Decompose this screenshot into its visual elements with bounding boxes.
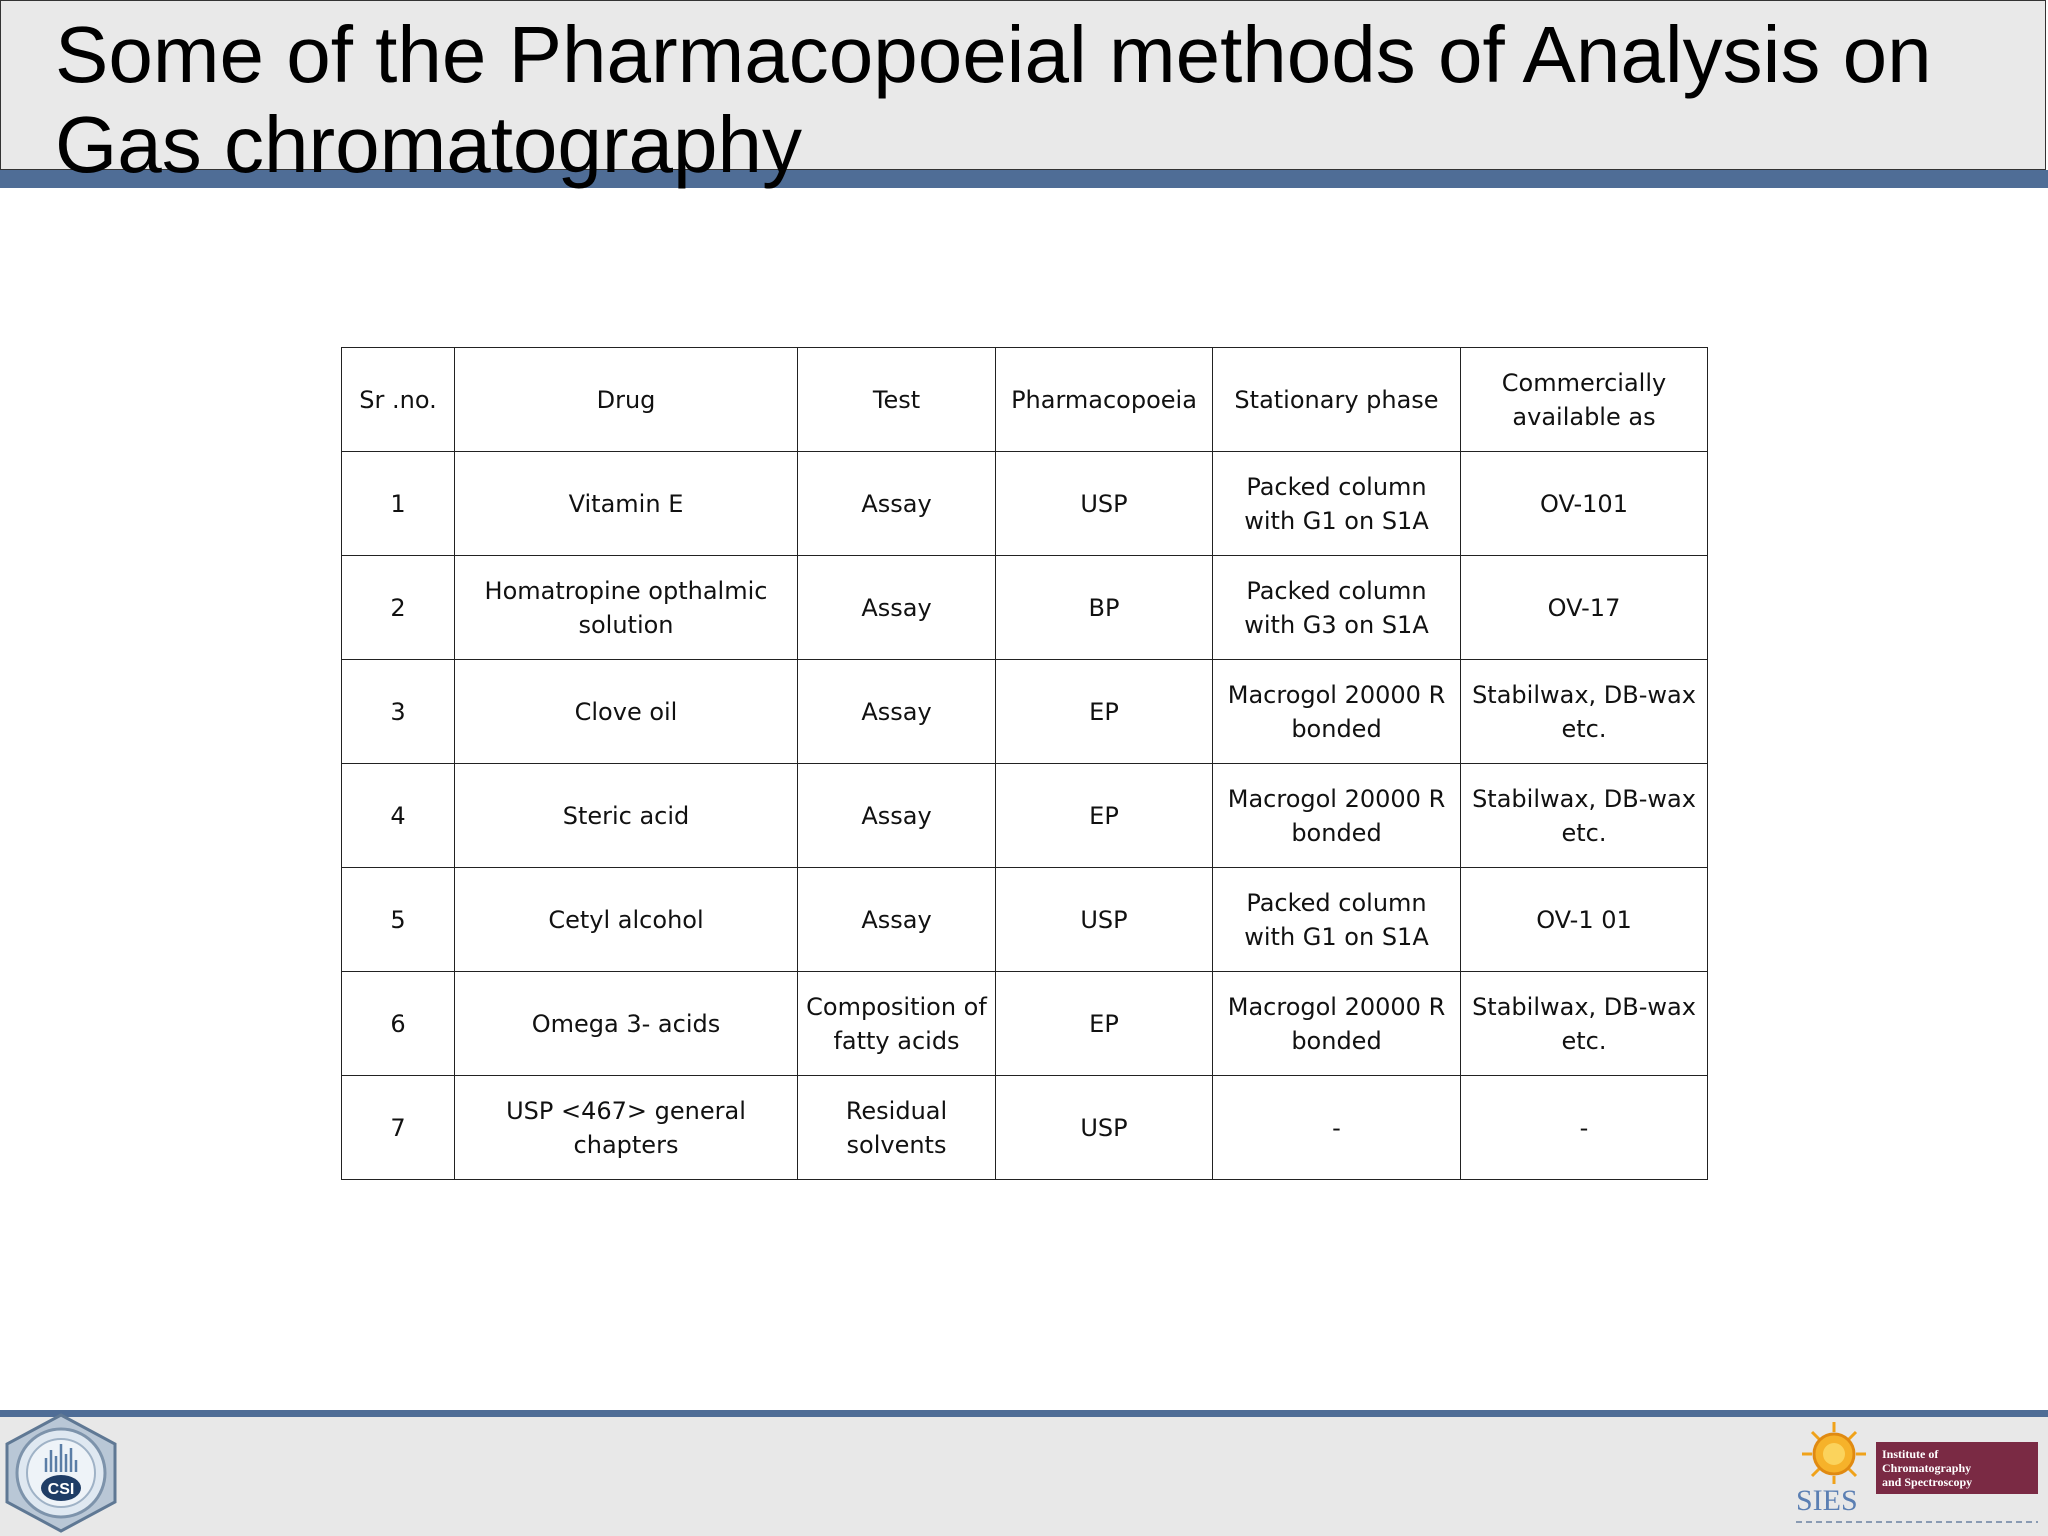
cell-sr-no: 6: [342, 972, 455, 1076]
cell-sr-no: 4: [342, 764, 455, 868]
cell-commercially-available: OV-17: [1461, 556, 1708, 660]
cell-sr-no: 5: [342, 868, 455, 972]
cell-sr-no: 3: [342, 660, 455, 764]
table-row: [342, 972, 1708, 1076]
csi-logo: [2, 1412, 120, 1534]
table-row: [342, 556, 1708, 660]
cell-stationary-phase: Macrogol 20000 R bonded: [1213, 660, 1461, 764]
cell-drug: Cetyl alcohol: [455, 868, 798, 972]
csi-seal-icon: [2, 1412, 120, 1534]
table-row: [342, 868, 1708, 972]
header-test: Test: [798, 348, 996, 452]
header-stationary-phase: Stationary phase: [1213, 348, 1461, 452]
cell-commercially-available: Stabilwax, DB-wax etc.: [1461, 660, 1708, 764]
cell-test: Assay: [798, 764, 996, 868]
table-row: [342, 452, 1708, 556]
svg-text:CSI: CSI: [47, 1481, 75, 1498]
cell-drug: Omega 3- acids: [455, 972, 798, 1076]
cell-drug: Vitamin E: [455, 452, 798, 556]
table-header-row: [342, 348, 1708, 452]
cell-stationary-phase: Macrogol 20000 R bonded: [1213, 764, 1461, 868]
cell-stationary-phase: Packed column with G1 on S1A: [1213, 452, 1461, 556]
header-sr-no: Sr .no.: [342, 348, 455, 452]
footer-rule: [0, 1410, 2048, 1417]
cell-test: Composition of fatty acids: [798, 972, 996, 1076]
slide-title: Some of the Pharmacopoeial methods of Analysis on Gas chromatography: [55, 10, 1932, 189]
cell-drug: USP <467> general chapters: [455, 1076, 798, 1180]
cell-stationary-phase: -: [1213, 1076, 1461, 1180]
cell-pharmacopoeia: EP: [996, 660, 1213, 764]
cell-test: Residual solvents: [798, 1076, 996, 1180]
svg-text:and Spectroscopy: and Spectroscopy: [1882, 1475, 1973, 1489]
table-row: [342, 1076, 1708, 1180]
sies-logo: [1792, 1418, 2042, 1532]
footer-band: [0, 1417, 2048, 1536]
svg-text:Institute of: Institute of: [1882, 1447, 1939, 1461]
cell-stationary-phase: Packed column with G3 on S1A: [1213, 556, 1461, 660]
header-pharmacopoeia: Pharmacopoeia: [996, 348, 1213, 452]
cell-sr-no: 1: [342, 452, 455, 556]
svg-text:SIES: SIES: [1796, 1484, 1858, 1517]
cell-pharmacopoeia: USP: [996, 868, 1213, 972]
cell-pharmacopoeia: EP: [996, 764, 1213, 868]
methods-table: [341, 347, 1708, 1180]
cell-sr-no: 7: [342, 1076, 455, 1180]
cell-stationary-phase: Packed column with G1 on S1A: [1213, 868, 1461, 972]
cell-pharmacopoeia: BP: [996, 556, 1213, 660]
svg-text:Chromatography: Chromatography: [1882, 1461, 1972, 1475]
cell-test: Assay: [798, 868, 996, 972]
cell-commercially-available: OV-1 01: [1461, 868, 1708, 972]
cell-pharmacopoeia: USP: [996, 1076, 1213, 1180]
cell-stationary-phase: Macrogol 20000 R bonded: [1213, 972, 1461, 1076]
cell-sr-no: 2: [342, 556, 455, 660]
cell-commercially-available: Stabilwax, DB-wax etc.: [1461, 972, 1708, 1076]
header-drug: Drug: [455, 348, 798, 452]
cell-drug: Homatropine opthalmic solution: [455, 556, 798, 660]
cell-drug: Clove oil: [455, 660, 798, 764]
cell-test: Assay: [798, 556, 996, 660]
cell-commercially-available: OV-101: [1461, 452, 1708, 556]
cell-test: Assay: [798, 452, 996, 556]
cell-pharmacopoeia: EP: [996, 972, 1213, 1076]
table-row: [342, 660, 1708, 764]
cell-commercially-available: -: [1461, 1076, 1708, 1180]
cell-drug: Steric acid: [455, 764, 798, 868]
sies-sun-emblem-icon: [1792, 1418, 2042, 1532]
cell-commercially-available: Stabilwax, DB-wax etc.: [1461, 764, 1708, 868]
cell-pharmacopoeia: USP: [996, 452, 1213, 556]
header-commercially-available: Commercially available as: [1461, 348, 1708, 452]
cell-test: Assay: [798, 660, 996, 764]
table-row: [342, 764, 1708, 868]
